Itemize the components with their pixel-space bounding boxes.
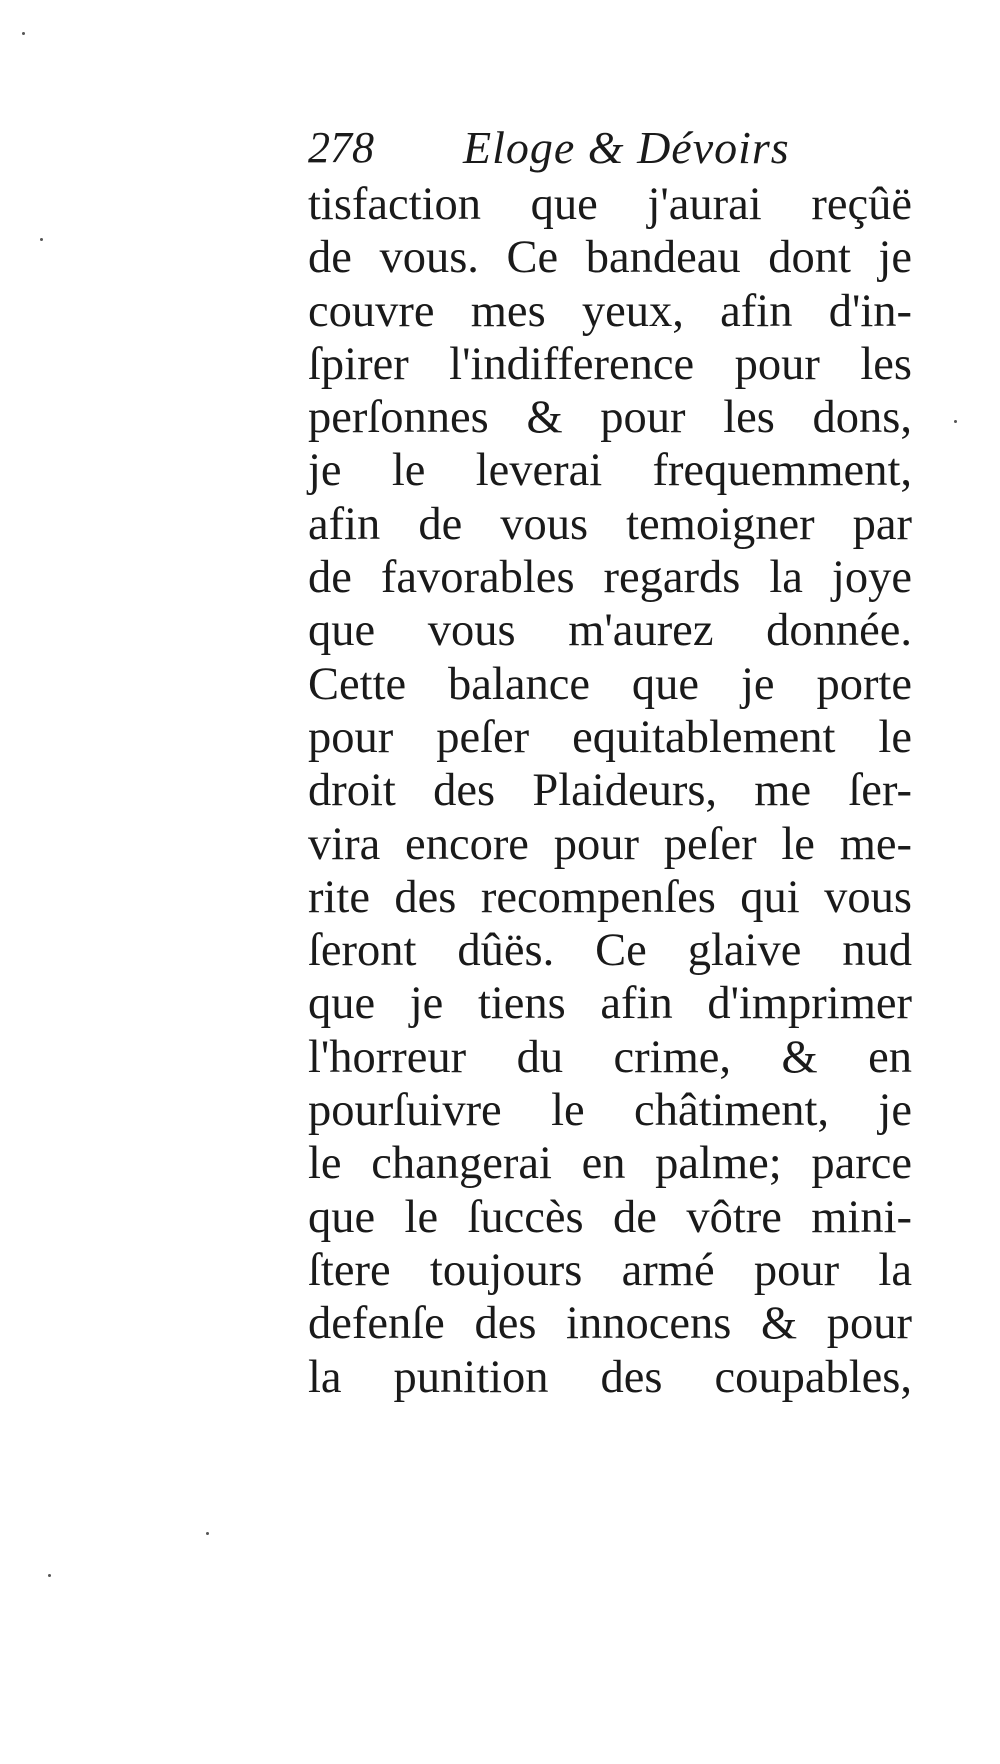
text-line: que je tiens afin d'imprimer <box>308 978 912 1030</box>
text-line: droit des Plaideurs, me ſer- <box>308 765 912 817</box>
text-line: je le leverai frequemment, <box>308 445 912 497</box>
text-line: l'horreur du crime, & en <box>308 1031 912 1083</box>
text-line: vira encore pour peſer le me- <box>308 818 912 870</box>
text-line: pour peſer equitablement le <box>308 711 912 763</box>
text-line: de favorables regards la joye <box>308 552 912 604</box>
page-header <box>308 120 908 180</box>
page-number: 278 <box>308 123 374 172</box>
text-line: rite des recompenſes qui vous <box>308 871 912 923</box>
paper-speck <box>954 420 957 423</box>
text-line: tisfaction que j'aurai reçûë <box>308 179 912 230</box>
text-line: pourſuivre le châtiment, je <box>308 1085 912 1137</box>
text-line: defenſe des innocens & pour <box>308 1298 912 1350</box>
text-line: le changerai en palme; parce <box>308 1138 912 1190</box>
paper-speck <box>22 32 25 35</box>
running-head: Eloge & Dévoirs <box>463 122 790 173</box>
text-line: de vous. Ce bandeau dont je <box>308 232 912 284</box>
body-text <box>308 178 912 1404</box>
text-line: que le ſuccès de vôtre mini- <box>308 1191 912 1243</box>
text-line: que vous m'aurez donnée. <box>308 605 912 657</box>
paper-speck <box>206 1532 209 1535</box>
text-line: ſtere toujours armé pour la <box>308 1244 912 1296</box>
text-line: la punition des coupables, <box>308 1351 912 1403</box>
paper-speck <box>48 1574 51 1577</box>
text-line: ſpirer l'indifference pour les <box>308 338 912 390</box>
text-line: couvre mes yeux, afin d'in- <box>308 285 912 337</box>
text-line: ſeront dûës. Ce glaive nud <box>308 925 912 977</box>
text-line: perſonnes & pour les dons, <box>308 392 912 444</box>
text-line: afin de vous temoigner par <box>308 498 912 550</box>
paper-speck <box>40 238 43 241</box>
text-line: Cette balance que je porte <box>308 658 912 710</box>
